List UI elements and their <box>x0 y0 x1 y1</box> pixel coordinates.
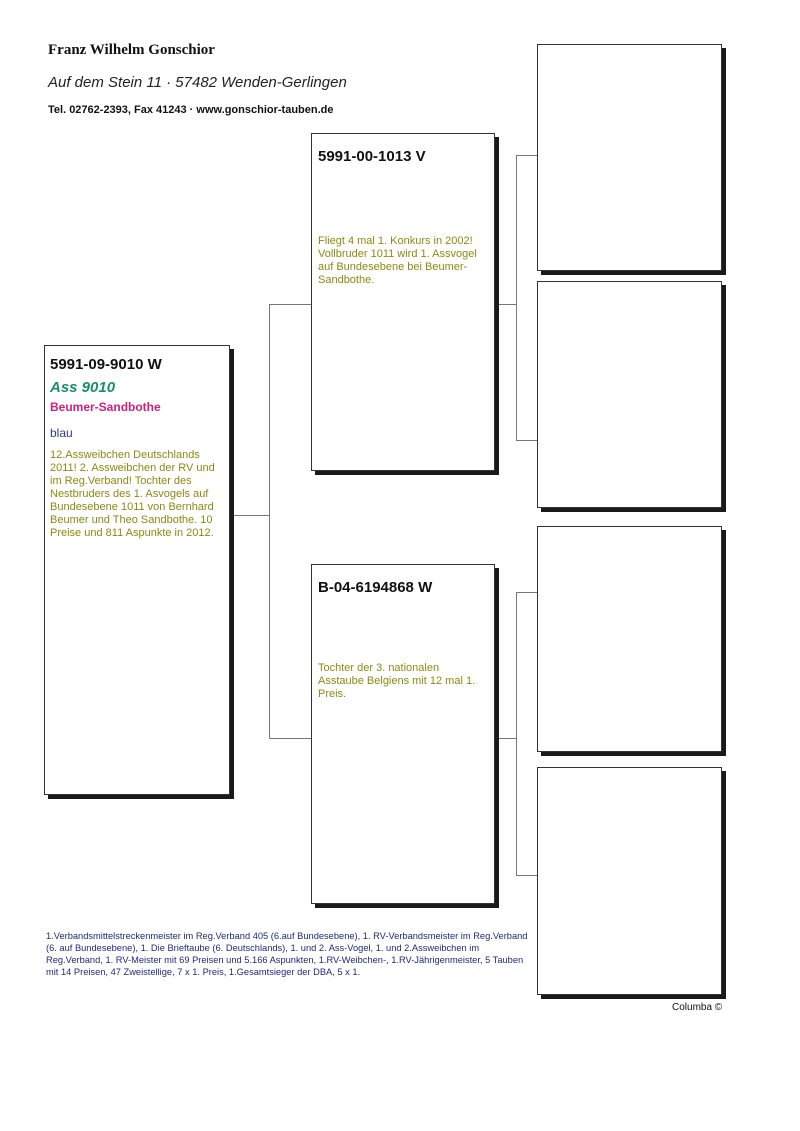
subject-ring-number: 5991-09-9010 W <box>50 356 162 373</box>
connector-sire-out <box>495 304 517 305</box>
grandparent-card-1 <box>537 44 722 271</box>
subject-color: blau <box>50 426 73 440</box>
subject-name: Ass 9010 <box>50 379 116 396</box>
connector-subject-h <box>230 515 270 516</box>
connector-gp1 <box>516 155 537 156</box>
sire-description: Fliegt 4 mal 1. Konkurs in 2002! Vollbruder 1011 wird 1. Assvogel auf Bundesebene bei Beumer-Sandbothe. <box>318 235 477 286</box>
connector-sire-grandparents-v <box>516 155 517 441</box>
subject-breeder: Beumer-Sandbothe <box>50 400 161 414</box>
dam-description: Tochter der 3. nationalen Asstaube Belgiens mit 12 mal 1. Preis. <box>318 662 476 700</box>
sire-card <box>311 133 495 471</box>
grandparent-card-3 <box>537 526 722 752</box>
copyright-label: Columba © <box>672 1002 723 1013</box>
connector-dam-h <box>269 738 311 739</box>
connector-gp4 <box>516 875 537 876</box>
dam-ring-number: B-04-6194868 W <box>318 579 433 596</box>
connector-dam-grandparents-v <box>516 592 517 876</box>
owner-contact: Tel. 02762-2393, Fax 41243 · www.gonschior-tauben.de <box>48 104 334 116</box>
connector-parents-v <box>269 304 270 738</box>
owner-name: Franz Wilhelm Gonschior <box>48 42 215 58</box>
achievements-footnote: 1.Verbandsmittelstreckenmeister im Reg.Verband 405 (6.auf Bundesebene), 1. RV-Verbandsmeister im Reg.Verband (6. auf Bundesebene), 1. Die Brieftaube (6. Deutschlands), 1. und 2. Ass-Vogel, 1. und 2.Assweibchen im Reg.Verband, 1. RV-Meister mit 69 Preisen und 5.166 Aspunkten, 1.RV-Weibchen-, 1.RV-Jährigenmeister, 5 Tauben mit 14 Preisen, 47 Zweistellige, 7 x 1. Preis, 1.Gesamtsieger der DBA, 5 x 1. <box>46 931 528 977</box>
grandparent-card-4 <box>537 767 722 995</box>
subject-description: 12.Assweibchen Deutschlands 2011! 2. Assweibchen der RV und im Reg.Verband! Tochter des Nestbruders des 1. Asvogels auf Bundesebene 1011 von Bernhard Beumer und Theo Sandbothe. 10 Preise und 811 Aspunkte in 2012. <box>50 449 215 539</box>
connector-dam-out <box>495 738 517 739</box>
connector-gp3 <box>516 592 537 593</box>
sire-ring-number: 5991-00-1013 V <box>318 148 426 165</box>
connector-gp2 <box>516 440 537 441</box>
dam-card <box>311 564 495 904</box>
grandparent-card-2 <box>537 281 722 508</box>
connector-sire-h <box>269 304 311 305</box>
owner-address: Auf dem Stein 11 · 57482 Wenden-Gerlingen <box>48 74 347 91</box>
subject-card <box>44 345 230 795</box>
